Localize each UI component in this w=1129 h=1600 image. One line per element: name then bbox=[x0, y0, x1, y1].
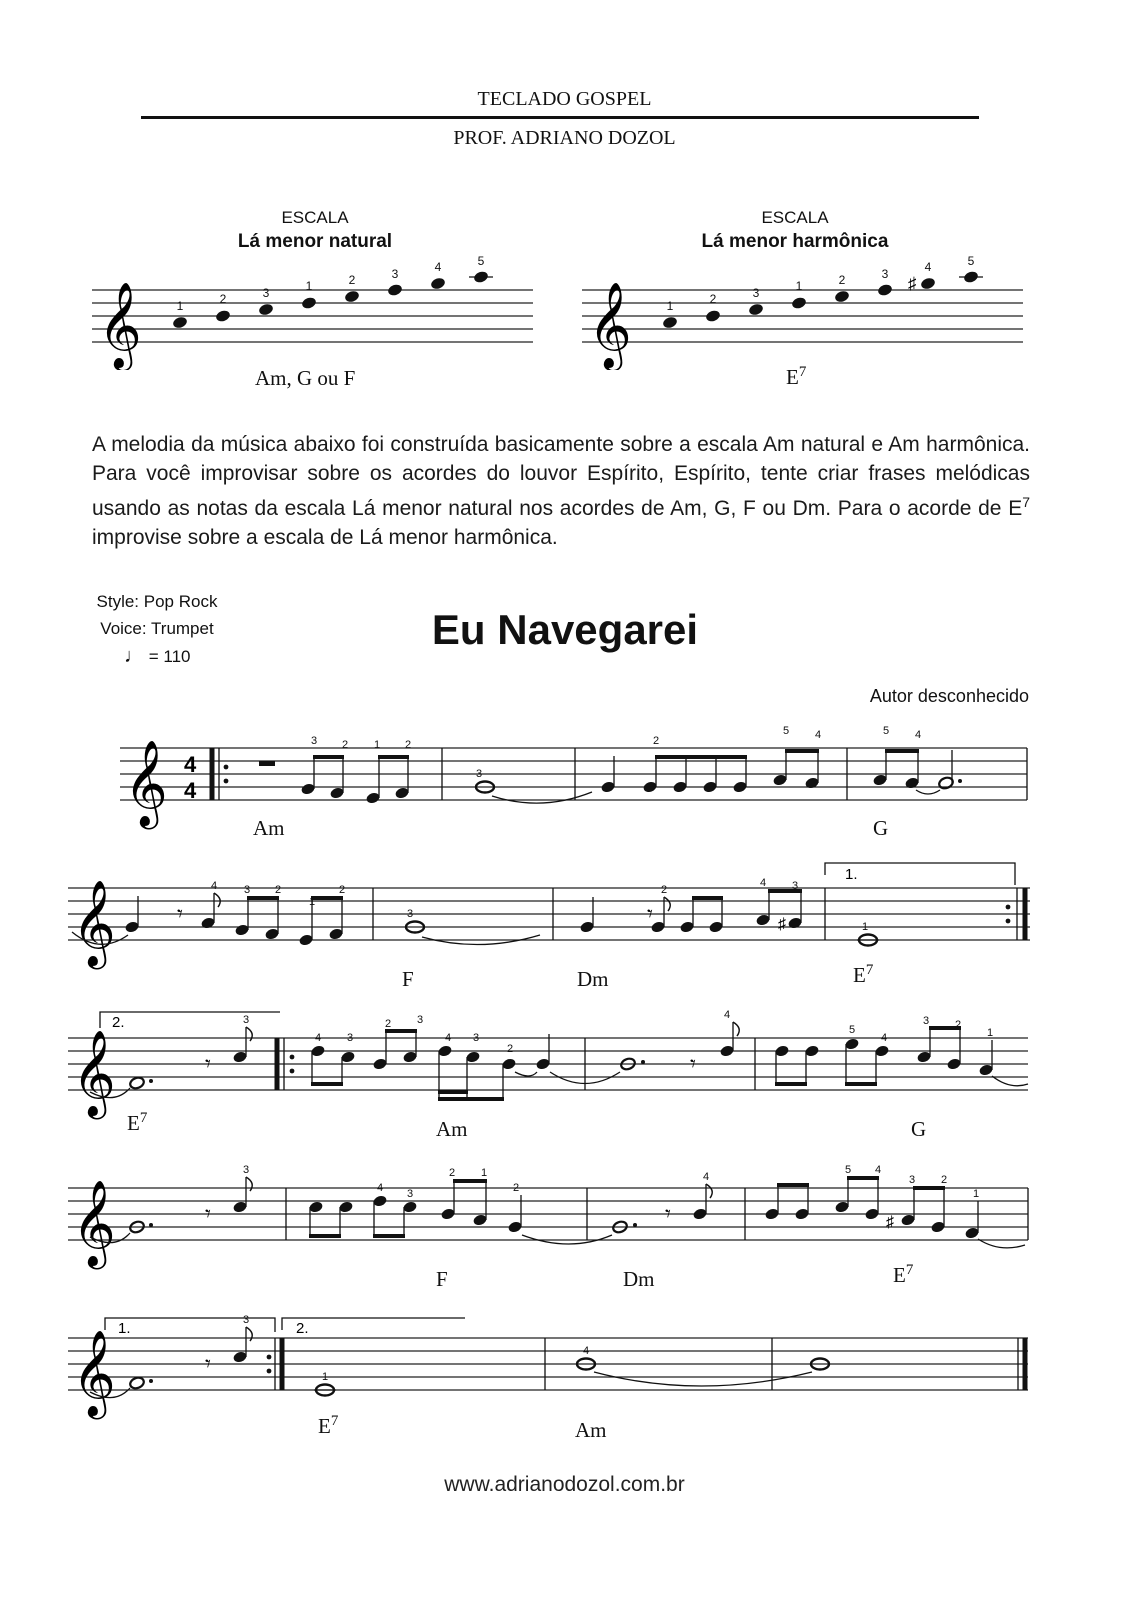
music-staff-system-2 bbox=[60, 855, 1035, 970]
eighth-rest-icon: 𝄾 bbox=[647, 901, 653, 926]
finger-number: 3 bbox=[391, 267, 399, 281]
svg-text:3: 3 bbox=[406, 908, 414, 920]
chord-extension: 7 bbox=[865, 962, 874, 978]
finger-number: 2 bbox=[348, 273, 356, 287]
chord-symbol bbox=[318, 1413, 338, 1439]
music-staff-system-4 bbox=[60, 1155, 1035, 1270]
svg-text:4: 4 bbox=[210, 880, 218, 892]
chord-root: Dm bbox=[577, 967, 609, 991]
ending-label: 1. bbox=[118, 1320, 131, 1337]
svg-text:4: 4 bbox=[582, 1345, 590, 1357]
ending-label: 1. bbox=[845, 866, 858, 883]
finger-number: 2 bbox=[709, 292, 717, 306]
svg-text:3: 3 bbox=[416, 1014, 424, 1026]
finger-number: 2 bbox=[219, 292, 227, 306]
music-staff-system-1 bbox=[112, 720, 1032, 830]
chord-root: Dm bbox=[623, 1267, 655, 1291]
treble-clef-icon: 𝄞 bbox=[72, 881, 116, 964]
svg-text:5: 5 bbox=[844, 1164, 852, 1176]
svg-text:3: 3 bbox=[406, 1188, 414, 1200]
scale-name: Lá menor natural bbox=[237, 231, 393, 252]
svg-text:2: 2 bbox=[448, 1167, 456, 1179]
svg-text:4: 4 bbox=[814, 729, 822, 741]
treble-clef-icon: 𝄞 bbox=[72, 1181, 116, 1264]
scale-chords: Am, G ou F bbox=[255, 366, 356, 390]
svg-text:2: 2 bbox=[660, 884, 668, 896]
finger-number: 4 bbox=[434, 260, 442, 274]
svg-text:4: 4 bbox=[376, 1182, 384, 1194]
svg-text:2: 2 bbox=[341, 739, 349, 751]
svg-text:3: 3 bbox=[346, 1032, 354, 1044]
chord-root: E bbox=[853, 963, 866, 987]
chord-symbol bbox=[253, 815, 285, 841]
chord-root: Am bbox=[253, 816, 285, 840]
chord-extension: 7 bbox=[330, 1413, 339, 1429]
svg-text:3: 3 bbox=[908, 1174, 916, 1186]
chord-root: F bbox=[402, 967, 414, 991]
finger-number: 1 bbox=[305, 279, 313, 293]
eighth-rest-icon: 𝄾 bbox=[665, 1201, 671, 1226]
time-signature-bottom: 4 bbox=[184, 778, 197, 803]
chord-root: E bbox=[786, 365, 799, 389]
chord-root: E bbox=[127, 1111, 140, 1135]
ending-label: 2. bbox=[112, 1014, 125, 1031]
svg-text:1: 1 bbox=[480, 1167, 488, 1179]
song-composer: Autor desconhecido bbox=[869, 686, 1029, 706]
svg-text:3: 3 bbox=[791, 880, 799, 892]
svg-text:3: 3 bbox=[475, 768, 483, 780]
svg-text:3: 3 bbox=[922, 1015, 930, 1027]
svg-text:1: 1 bbox=[861, 921, 869, 933]
scale-caption: ESCALA bbox=[761, 208, 829, 227]
finger-number: 3 bbox=[752, 286, 760, 300]
svg-text:1: 1 bbox=[972, 1188, 980, 1200]
music-staff-system-3 bbox=[60, 1000, 1035, 1120]
svg-text:2: 2 bbox=[652, 735, 660, 747]
treble-clef-icon: 𝄞 bbox=[124, 741, 168, 824]
svg-text:2: 2 bbox=[512, 1182, 520, 1194]
eighth-rest-icon: 𝄾 bbox=[205, 1051, 211, 1076]
svg-text:3: 3 bbox=[242, 1164, 250, 1176]
svg-text:4: 4 bbox=[314, 1032, 322, 1044]
song-title: Eu Navegarei bbox=[431, 606, 699, 653]
chord-symbol bbox=[873, 815, 888, 841]
chord-root: E bbox=[893, 1263, 906, 1287]
scale-staff-natural bbox=[88, 250, 538, 370]
treble-clef-icon: 𝄞 bbox=[72, 1331, 116, 1414]
chord-symbol bbox=[575, 1417, 607, 1443]
svg-text:4: 4 bbox=[874, 1164, 882, 1176]
finger-number: 5 bbox=[967, 254, 975, 268]
svg-text:1: 1 bbox=[321, 1371, 329, 1383]
svg-text:3: 3 bbox=[243, 884, 251, 896]
quarter-note-icon: ♩ bbox=[124, 645, 144, 667]
svg-text:3: 3 bbox=[242, 1314, 250, 1326]
chord-root: Am bbox=[575, 1418, 607, 1442]
svg-text:2: 2 bbox=[954, 1019, 962, 1031]
chord-root: F bbox=[436, 1267, 448, 1291]
sharp-icon: ♯ bbox=[908, 274, 917, 293]
time-signature-top: 4 bbox=[184, 752, 197, 777]
teacher-name: PROF. ADRIANO DOZOL bbox=[453, 127, 676, 149]
svg-text:3: 3 bbox=[472, 1032, 480, 1044]
chord-symbol bbox=[853, 962, 873, 988]
chord-extension: 7 bbox=[905, 1262, 914, 1278]
finger-number: 4 bbox=[924, 260, 932, 274]
finger-number: 1 bbox=[176, 299, 184, 313]
header-divider bbox=[141, 116, 979, 119]
chord-symbol bbox=[402, 966, 414, 992]
chord-symbol bbox=[911, 1116, 926, 1142]
chord-symbol bbox=[436, 1116, 468, 1142]
finger-number: 3 bbox=[881, 267, 889, 281]
scale-name: Lá menor harmônica bbox=[701, 231, 889, 252]
eighth-rest-icon: 𝄾 bbox=[205, 1201, 211, 1226]
chord-root: G bbox=[911, 1117, 927, 1141]
svg-text:2: 2 bbox=[506, 1043, 514, 1055]
sharp-icon: ♯ bbox=[778, 916, 786, 933]
song-style: Style: Pop Rock bbox=[96, 592, 218, 611]
course-title: TECLADO GOSPEL bbox=[477, 88, 652, 110]
finger-number: 5 bbox=[477, 254, 485, 268]
chord-symbol bbox=[623, 1266, 655, 1292]
chord-extension: 7 bbox=[139, 1110, 148, 1126]
svg-text:2: 2 bbox=[338, 884, 346, 896]
song-tempo bbox=[124, 645, 191, 668]
eighth-rest-icon: 𝄾 bbox=[205, 1351, 211, 1376]
svg-text:4: 4 bbox=[759, 877, 767, 889]
finger-number: 1 bbox=[795, 279, 803, 293]
scale-caption: ESCALA bbox=[281, 208, 349, 227]
chord-root: G bbox=[873, 816, 889, 840]
chord-extension: 7 bbox=[798, 364, 807, 380]
svg-text:1: 1 bbox=[373, 739, 381, 751]
footer-website-link[interactable]: www.adrianodozol.com.br bbox=[444, 1473, 685, 1496]
chord-symbol bbox=[436, 1266, 448, 1292]
eighth-rest-icon: 𝄾 bbox=[690, 1051, 696, 1076]
svg-text:1: 1 bbox=[308, 896, 316, 908]
chord-symbol bbox=[893, 1262, 913, 1288]
treble-clef-icon: 𝄞 bbox=[72, 1031, 116, 1114]
svg-text:4: 4 bbox=[444, 1032, 452, 1044]
svg-text:3: 3 bbox=[310, 735, 318, 747]
ending-label: 2. bbox=[296, 1320, 309, 1337]
finger-number: 1 bbox=[666, 299, 674, 313]
instruction-paragraph bbox=[92, 430, 1030, 552]
scale-chord bbox=[786, 364, 806, 390]
svg-text:3: 3 bbox=[242, 1014, 250, 1026]
chord-symbol bbox=[127, 1110, 147, 1136]
paragraph-superscript: 7 bbox=[1022, 494, 1030, 510]
svg-text:5: 5 bbox=[848, 1024, 856, 1036]
svg-text:4: 4 bbox=[914, 729, 922, 741]
svg-text:2: 2 bbox=[940, 1174, 948, 1186]
sharp-icon: ♯ bbox=[886, 1214, 894, 1231]
tempo-value: = 110 bbox=[148, 647, 191, 666]
svg-text:5: 5 bbox=[882, 725, 890, 737]
music-staff-system-5 bbox=[60, 1300, 1035, 1420]
svg-text:4: 4 bbox=[723, 1009, 731, 1021]
svg-text:2: 2 bbox=[404, 739, 412, 751]
song-voice: Voice: Trumpet bbox=[100, 619, 214, 638]
scale-staff-harmonic bbox=[578, 250, 1028, 370]
chord-root: E bbox=[318, 1414, 331, 1438]
paragraph-text: A melodia da música abaixo foi construída basicamente sobre a escala Am natural e Am harmônica. Para você improvisar sobre os acordes do louvor Espírito, Espírito, tente criar frases melódicas usando as notas da escala Lá menor natural nos acordes de Am, G, F ou Dm. Para o acorde de E bbox=[92, 433, 1030, 520]
chord-symbol bbox=[577, 966, 609, 992]
svg-text:4: 4 bbox=[702, 1171, 710, 1183]
svg-text:2: 2 bbox=[384, 1018, 392, 1030]
svg-text:5: 5 bbox=[782, 725, 790, 737]
treble-clef-icon: 𝄞 bbox=[588, 283, 632, 366]
eighth-rest-icon: 𝄾 bbox=[177, 901, 183, 926]
svg-text:1: 1 bbox=[986, 1027, 994, 1039]
finger-number: 3 bbox=[262, 286, 270, 300]
svg-text:2: 2 bbox=[274, 884, 282, 896]
treble-clef-icon: 𝄞 bbox=[98, 283, 142, 366]
finger-number: 2 bbox=[838, 273, 846, 287]
chord-root: Am bbox=[436, 1117, 468, 1141]
svg-text:4: 4 bbox=[880, 1032, 888, 1044]
paragraph-text: improvise sobre a escala de Lá menor harmônica. bbox=[92, 526, 558, 549]
